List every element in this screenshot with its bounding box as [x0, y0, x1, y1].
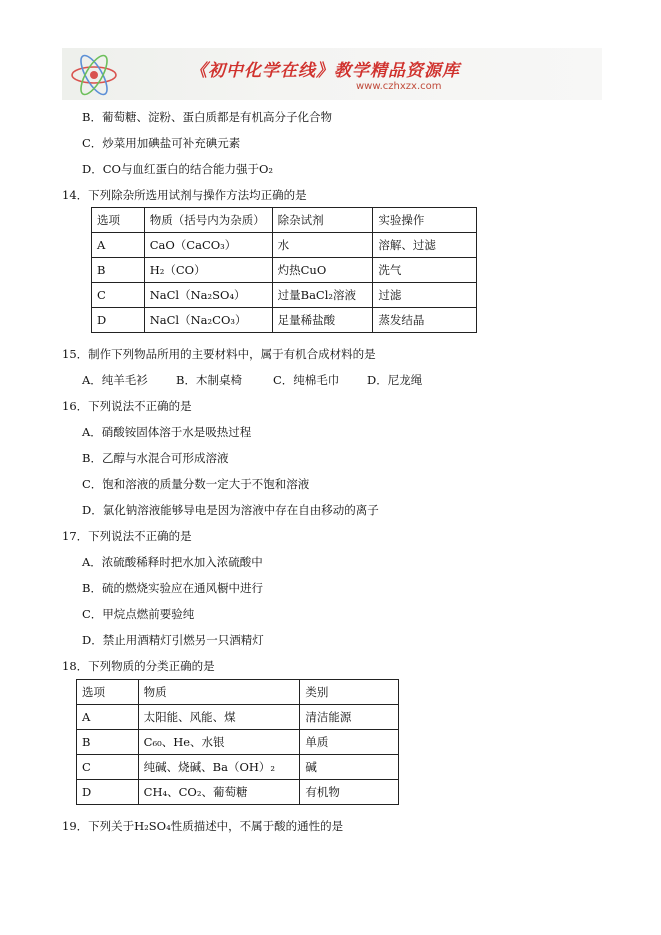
table-cell: 清洁能源: [300, 705, 399, 730]
table-cell: B: [92, 258, 145, 283]
q16-option-d: D．氯化钠溶液能够导电是因为溶液中存在自由移动的离子: [82, 503, 379, 517]
q15-option-a: A．纯羊毛衫: [82, 373, 148, 387]
header-banner: [62, 48, 602, 100]
q17-option-a: A．浓硫酸稀释时把水加入浓硫酸中: [82, 555, 263, 569]
question-16: 16．下列说法不正确的是: [62, 399, 192, 413]
question-18: 18．下列物质的分类正确的是: [62, 659, 215, 673]
table-header-row: [92, 208, 477, 233]
table-cell: CH₄、CO₂、葡萄糖: [138, 780, 300, 805]
table-row: [92, 258, 477, 283]
table-cell: B: [77, 730, 139, 755]
banner-url: www.czhxzx.com: [356, 81, 442, 92]
table-cell: CaO（CaCO₃）: [144, 233, 272, 258]
table-cell: NaCl（Na₂SO₄）: [144, 283, 272, 308]
table-cell: A: [77, 705, 139, 730]
table-cell: 单质: [300, 730, 399, 755]
table-cell: C₆₀、He、水银: [138, 730, 300, 755]
table-cell: 水: [272, 233, 373, 258]
table-cell: H₂（CO）: [144, 258, 272, 283]
q16-option-b: B．乙醇与水混合可形成溶液: [82, 451, 229, 465]
table-cell: C: [92, 283, 145, 308]
table-header-cell: 实验操作: [373, 208, 477, 233]
question-15: 15．制作下列物品所用的主要材料中，属于有机合成材料的是: [62, 347, 376, 361]
table-header-cell: 类别: [300, 680, 399, 705]
table-cell: 溶解、过滤: [373, 233, 477, 258]
table-cell: 灼热CuO: [272, 258, 373, 283]
table-header-cell: 选项: [92, 208, 145, 233]
table-header-cell: 选项: [77, 680, 139, 705]
table-header-cell: 除杂试剂: [272, 208, 373, 233]
table-row: [92, 233, 477, 258]
q18-table: [76, 679, 399, 805]
q15-option-c: C．纯棉毛巾: [273, 373, 340, 387]
table-row: [92, 308, 477, 333]
table-cell: 有机物: [300, 780, 399, 805]
table-row: [77, 730, 399, 755]
q14-table: [91, 207, 477, 333]
table-cell: 蒸发结晶: [373, 308, 477, 333]
table-header-cell: 物质: [138, 680, 300, 705]
table-cell: D: [77, 780, 139, 805]
q15-option-b: B．木制桌椅: [176, 373, 242, 387]
table-row: [77, 755, 399, 780]
q13-option-b: B．葡萄糖、淀粉、蛋白质都是有机高分子化合物: [82, 110, 332, 124]
q17-option-b: B．硫的燃烧实验应在通风橱中进行: [82, 581, 263, 595]
table-cell: 碱: [300, 755, 399, 780]
q17-option-c: C．甲烷点燃前要验纯: [82, 607, 195, 621]
table-cell: 洗气: [373, 258, 477, 283]
table-cell: 太阳能、风能、煤: [138, 705, 300, 730]
table-cell: 足量稀盐酸: [272, 308, 373, 333]
banner-title: 《初中化学在线》教学精品资源库: [190, 61, 460, 81]
atom-logo-icon: [68, 54, 120, 96]
table-cell: 过滤: [373, 283, 477, 308]
table-row: [77, 780, 399, 805]
q16-option-c: C．饱和溶液的质量分数一定大于不饱和溶液: [82, 477, 310, 491]
table-row: [77, 705, 399, 730]
question-19: 19．下列关于H₂SO₄性质描述中，不属于酸的通性的是: [62, 819, 344, 833]
table-cell: A: [92, 233, 145, 258]
table-cell: 过量BaCl₂溶液: [272, 283, 373, 308]
table-header-row: [77, 680, 399, 705]
q16-option-a: A．硝酸铵固体溶于水是吸热过程: [82, 425, 252, 439]
table-header-cell: 物质（括号内为杂质）: [144, 208, 272, 233]
table-row: [92, 283, 477, 308]
q17-option-d: D．禁止用酒精灯引燃另一只酒精灯: [82, 633, 264, 647]
table-cell: 纯碱、烧碱、Ba（OH）₂: [138, 755, 300, 780]
q15-option-d: D．尼龙绳: [367, 373, 423, 387]
q15-options: [82, 373, 422, 387]
q13-option-d: D．CO与血红蛋白的结合能力强于O₂: [82, 162, 273, 176]
q13-option-c: C．炒菜用加碘盐可补充碘元素: [82, 136, 241, 150]
table-cell: NaCl（Na₂CO₃）: [144, 308, 272, 333]
question-14: 14．下列除杂所选用试剂与操作方法均正确的是: [62, 188, 307, 202]
question-17: 17．下列说法不正确的是: [62, 529, 192, 543]
table-cell: D: [92, 308, 145, 333]
table-cell: C: [77, 755, 139, 780]
